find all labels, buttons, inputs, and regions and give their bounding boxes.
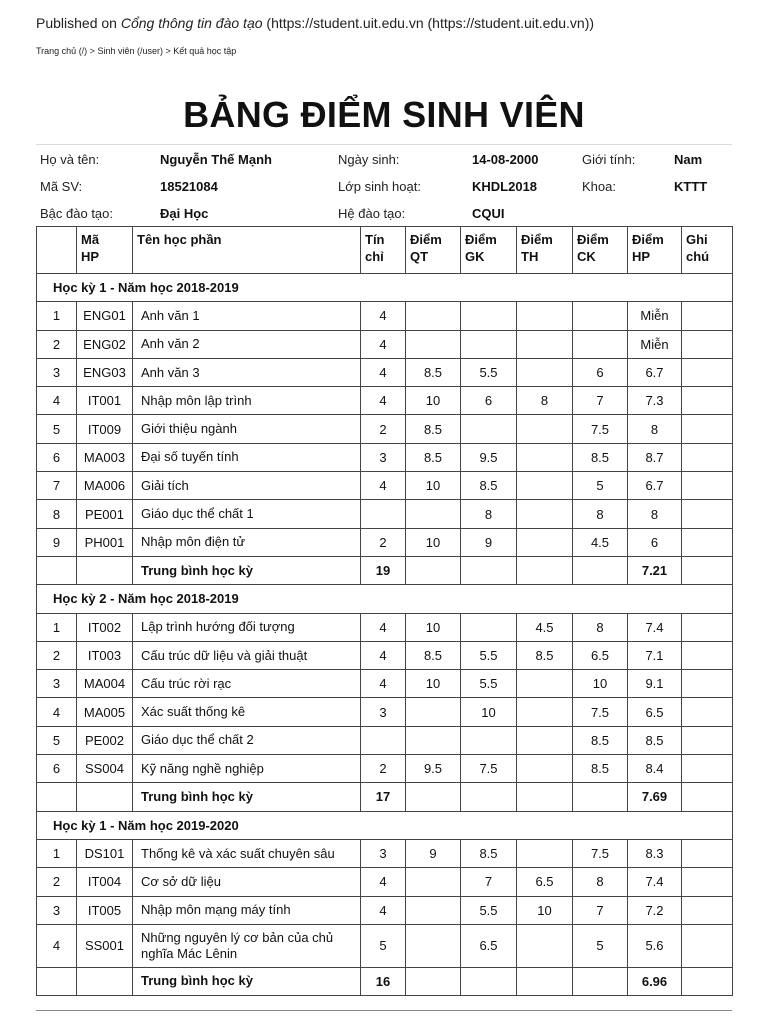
cell-tin-chi: 4 [361,613,406,641]
cell-ghi-chu [682,330,733,358]
cell-diem-hp: Miễn [628,330,682,358]
bottom-divider [36,1010,732,1011]
cell-diem-hp: 7.2 [628,896,682,924]
faculty-label: Khoa: [582,179,616,194]
cell-diem-hp: 8.7 [628,443,682,471]
cell-blank [682,967,733,995]
cell-diem-gk [461,302,517,330]
header-ten-hp: Tên học phần [133,227,361,274]
table-row [37,613,733,641]
cell-diem-ck: 10 [573,670,628,698]
cell-stt: 1 [37,839,77,867]
cell-ghi-chu [682,443,733,471]
cell-tin-chi [361,500,406,528]
cell-ghi-chu [682,726,733,754]
cell-tin-chi [361,726,406,754]
cell-diem-hp: 8 [628,500,682,528]
cell-diem-gk: 7.5 [461,755,517,783]
cell-name: Lập trình hướng đối tượng [133,613,361,641]
cell-diem-ck [573,302,628,330]
cell-diem-gk: 5.5 [461,641,517,669]
cell-diem-hp: 8.5 [628,726,682,754]
cell-diem-qt [406,868,461,896]
cell-diem-th: 6.5 [517,868,573,896]
cell-ghi-chu [682,472,733,500]
site-urls: (https://student.uit.edu.vn (https://student.uit.edu.vn)) [262,15,595,31]
cell-tin-chi: 4 [361,472,406,500]
level-value: Đại Học [160,206,209,221]
cell-ghi-chu [682,641,733,669]
cell-diem-ck: 4.5 [573,528,628,556]
cell-diem-ck: 5 [573,924,628,967]
cell-tin-chi: 4 [361,868,406,896]
cell-tin-chi: 4 [361,641,406,669]
cell-diem-qt: 8.5 [406,641,461,669]
average-credits: 16 [361,967,406,995]
cell-blank [37,967,77,995]
cell-blank [37,556,77,584]
cell-diem-qt [406,726,461,754]
table-header-row [37,227,733,274]
cell-diem-qt: 10 [406,670,461,698]
cell-code: MA005 [77,698,133,726]
cell-code: SS001 [77,924,133,967]
cell-diem-gk: 9 [461,528,517,556]
cell-name: Nhập môn lập trình [133,387,361,415]
cell-ghi-chu [682,358,733,386]
info-row-2 [36,172,732,199]
dob-value: 14-08-2000 [472,152,539,167]
cell-tin-chi: 2 [361,755,406,783]
cell-stt: 7 [37,472,77,500]
cell-name: Xác suất thống kê [133,698,361,726]
cell-name: Anh văn 3 [133,358,361,386]
cell-diem-qt [406,500,461,528]
table-row [37,868,733,896]
table-row [37,839,733,867]
cell-blank [517,556,573,584]
semester-header-row [37,811,733,839]
cell-ghi-chu [682,613,733,641]
cell-blank [573,967,628,995]
cell-name: Anh văn 1 [133,302,361,330]
cell-diem-gk: 6.5 [461,924,517,967]
cell-diem-th [517,358,573,386]
semester-average-row [37,967,733,995]
cell-diem-th [517,726,573,754]
table-row [37,500,733,528]
cell-stt: 4 [37,698,77,726]
header-diem-th: Điểm TH [517,227,573,274]
cell-name: Nhập môn mạng máy tính [133,896,361,924]
page-title: BẢNG ĐIỂM SINH VIÊN [183,94,585,135]
cell-diem-hp: 6.7 [628,358,682,386]
cell-blank [517,967,573,995]
cell-diem-th [517,443,573,471]
cell-stt: 3 [37,670,77,698]
cell-diem-qt: 10 [406,472,461,500]
cell-ghi-chu [682,924,733,967]
cell-ghi-chu [682,387,733,415]
average-credits: 17 [361,783,406,811]
class-label: Lớp sinh hoạt: [338,179,421,194]
cell-diem-th [517,839,573,867]
cell-ghi-chu [682,670,733,698]
cell-diem-ck: 8 [573,868,628,896]
faculty-value: KTTT [674,179,708,194]
cell-blank [573,556,628,584]
cell-blank [77,783,133,811]
cell-diem-gk: 5.5 [461,670,517,698]
cell-code: IT004 [77,868,133,896]
table-row [37,387,733,415]
cell-code: ENG03 [77,358,133,386]
cell-stt: 2 [37,330,77,358]
header-diem-ck: Điểm CK [573,227,628,274]
cell-diem-th [517,698,573,726]
cell-blank [517,783,573,811]
cell-blank [37,783,77,811]
cell-diem-th [517,330,573,358]
cell-diem-hp: 6 [628,528,682,556]
site-name[interactable]: Cổng thông tin đào tạo [120,15,263,31]
semester-title: Học kỳ 1 - Năm học 2019-2020 [37,811,733,839]
average-label: Trung bình học kỳ [133,783,361,811]
cell-name: Giáo dục thể chất 1 [133,500,361,528]
semester-title: Học kỳ 2 - Năm học 2018-2019 [37,585,733,613]
info-row-3 [36,199,732,226]
cell-diem-qt: 9 [406,839,461,867]
cell-diem-ck: 7.5 [573,415,628,443]
cell-diem-hp: 8.4 [628,755,682,783]
cell-name: Những nguyên lý cơ bản của chủ nghĩa Mác Lênin [133,924,361,967]
cell-blank [573,783,628,811]
program-label: Hệ đào tạo: [338,206,406,221]
table-row [37,443,733,471]
cell-diem-gk [461,613,517,641]
cell-blank [682,556,733,584]
cell-stt: 3 [37,896,77,924]
table-row [37,896,733,924]
cell-code: ENG02 [77,330,133,358]
cell-diem-th [517,302,573,330]
cell-ghi-chu [682,415,733,443]
cell-name: Đại số tuyến tính [133,443,361,471]
cell-diem-qt: 10 [406,528,461,556]
table-row [37,670,733,698]
cell-blank [461,967,517,995]
cell-diem-ck [573,330,628,358]
cell-ghi-chu [682,839,733,867]
cell-stt: 2 [37,641,77,669]
cell-diem-ck: 8 [573,500,628,528]
cell-code: PH001 [77,528,133,556]
cell-ghi-chu [682,868,733,896]
cell-diem-hp: 8.3 [628,839,682,867]
semester-average-row [37,556,733,584]
cell-name: Giải tích [133,472,361,500]
header-diem-qt: Điểm QT [406,227,461,274]
cell-blank [461,783,517,811]
cell-diem-th [517,924,573,967]
cell-diem-qt [406,330,461,358]
average-score: 7.69 [628,783,682,811]
table-row [37,641,733,669]
cell-blank [461,556,517,584]
cell-code: MA003 [77,443,133,471]
gender-label: Giới tính: [582,152,636,167]
cell-tin-chi: 3 [361,839,406,867]
cell-diem-hp: Miễn [628,302,682,330]
gender-value: Nam [674,152,703,167]
cell-diem-hp: 9.1 [628,670,682,698]
cell-stt: 1 [37,613,77,641]
cell-tin-chi: 4 [361,387,406,415]
cell-diem-gk: 5.5 [461,358,517,386]
cell-stt: 2 [37,868,77,896]
table-row [37,726,733,754]
table-row [37,358,733,386]
cell-name: Cấu trúc rời rạc [133,670,361,698]
info-row-1 [36,145,732,172]
cell-diem-qt: 8.5 [406,443,461,471]
dob-label: Ngày sinh: [338,152,400,167]
header-diem-hp: Điểm HP [628,227,682,274]
cell-diem-qt [406,302,461,330]
cell-diem-qt: 8.5 [406,415,461,443]
table-row [37,755,733,783]
cell-ghi-chu [682,500,733,528]
cell-diem-th [517,415,573,443]
table-row [37,472,733,500]
cell-diem-qt [406,924,461,967]
cell-diem-hp: 6.7 [628,472,682,500]
cell-tin-chi: 4 [361,358,406,386]
cell-diem-th: 8.5 [517,641,573,669]
cell-diem-gk: 9.5 [461,443,517,471]
cell-blank [406,783,461,811]
id-value: 18521084 [160,179,218,194]
cell-code: PE001 [77,500,133,528]
cell-diem-qt: 8.5 [406,358,461,386]
cell-tin-chi: 4 [361,670,406,698]
cell-diem-ck: 5 [573,472,628,500]
cell-diem-gk: 8 [461,500,517,528]
cell-stt: 4 [37,387,77,415]
cell-diem-ck: 8.5 [573,443,628,471]
cell-diem-hp: 8 [628,415,682,443]
class-value: KHDL2018 [472,179,538,194]
cell-diem-gk: 5.5 [461,896,517,924]
student-info [36,144,732,226]
table-row [37,528,733,556]
table-row [37,330,733,358]
cell-diem-hp: 7.4 [628,613,682,641]
level-label: Bậc đào tạo: [40,206,113,221]
cell-diem-qt: 10 [406,613,461,641]
table-row [37,698,733,726]
cell-diem-th: 4.5 [517,613,573,641]
cell-diem-ck: 8.5 [573,755,628,783]
cell-diem-gk: 8.5 [461,839,517,867]
id-label: Mã SV: [40,179,83,194]
semester-header-row [37,274,733,302]
cell-code: DS101 [77,839,133,867]
breadcrumb[interactable]: Trang chủ (/) > Sinh viên (/user) > Kết quả học tập [36,46,237,56]
cell-diem-ck: 7.5 [573,839,628,867]
cell-diem-ck: 7 [573,896,628,924]
cell-diem-th [517,755,573,783]
cell-diem-th [517,500,573,528]
name-value: Nguyễn Thế Mạnh [160,152,272,167]
table-row [37,302,733,330]
cell-tin-chi: 4 [361,896,406,924]
published-line [36,15,594,31]
cell-diem-th: 10 [517,896,573,924]
cell-tin-chi: 2 [361,528,406,556]
cell-name: Kỹ năng nghề nghiệp [133,755,361,783]
cell-diem-ck: 7 [573,387,628,415]
cell-blank [406,967,461,995]
semester-header-row [37,585,733,613]
semester-average-row [37,783,733,811]
cell-diem-qt [406,698,461,726]
cell-diem-gk [461,726,517,754]
name-label: Họ và tên: [40,152,100,167]
cell-code: MA006 [77,472,133,500]
cell-diem-hp: 5.6 [628,924,682,967]
header-ma-hp: Mã HP [77,227,133,274]
cell-ghi-chu [682,698,733,726]
cell-tin-chi: 3 [361,698,406,726]
header-diem-gk: Điểm GK [461,227,517,274]
cell-name: Giáo dục thể chất 2 [133,726,361,754]
cell-stt: 6 [37,443,77,471]
cell-stt: 1 [37,302,77,330]
cell-ghi-chu [682,302,733,330]
cell-code: IT003 [77,641,133,669]
cell-blank [77,967,133,995]
cell-diem-th [517,670,573,698]
cell-blank [682,783,733,811]
cell-code: IT009 [77,415,133,443]
cell-diem-ck: 6.5 [573,641,628,669]
cell-diem-gk [461,330,517,358]
grades-table [36,226,733,996]
cell-blank [77,556,133,584]
cell-code: IT001 [77,387,133,415]
cell-diem-gk: 10 [461,698,517,726]
cell-name: Nhập môn điện tử [133,528,361,556]
cell-diem-hp: 7.4 [628,868,682,896]
average-credits: 19 [361,556,406,584]
average-label: Trung bình học kỳ [133,967,361,995]
cell-tin-chi: 3 [361,443,406,471]
cell-diem-ck: 6 [573,358,628,386]
cell-diem-gk: 6 [461,387,517,415]
cell-tin-chi: 4 [361,330,406,358]
header-tin-chi: Tín chỉ [361,227,406,274]
cell-ghi-chu [682,896,733,924]
cell-name: Giới thiệu ngành [133,415,361,443]
cell-diem-hp: 6.5 [628,698,682,726]
table-row [37,924,733,967]
cell-diem-gk: 7 [461,868,517,896]
table-row [37,415,733,443]
cell-ghi-chu [682,755,733,783]
cell-diem-ck: 7.5 [573,698,628,726]
cell-stt: 5 [37,415,77,443]
cell-code: SS004 [77,755,133,783]
cell-code: IT002 [77,613,133,641]
cell-diem-qt [406,896,461,924]
average-score: 7.21 [628,556,682,584]
cell-name: Thống kê và xác suất chuyên sâu [133,839,361,867]
cell-stt: 5 [37,726,77,754]
cell-stt: 4 [37,924,77,967]
cell-diem-gk: 8.5 [461,472,517,500]
cell-diem-th [517,472,573,500]
semester-title: Học kỳ 1 - Năm học 2018-2019 [37,274,733,302]
cell-name: Cơ sở dữ liệu [133,868,361,896]
cell-blank [406,556,461,584]
cell-diem-gk [461,415,517,443]
header-ghi-chu: Ghi chú [682,227,733,274]
cell-diem-ck: 8.5 [573,726,628,754]
cell-code: MA004 [77,670,133,698]
average-score: 6.96 [628,967,682,995]
cell-diem-th: 8 [517,387,573,415]
cell-stt: 6 [37,755,77,783]
cell-stt: 3 [37,358,77,386]
cell-name: Cấu trúc dữ liệu và giải thuật [133,641,361,669]
cell-diem-qt: 10 [406,387,461,415]
cell-tin-chi: 5 [361,924,406,967]
cell-diem-th [517,528,573,556]
cell-ghi-chu [682,528,733,556]
published-prefix: Published on [36,15,121,31]
cell-stt: 9 [37,528,77,556]
cell-code: IT005 [77,896,133,924]
cell-code: PE002 [77,726,133,754]
cell-diem-ck: 8 [573,613,628,641]
cell-code: ENG01 [77,302,133,330]
average-label: Trung bình học kỳ [133,556,361,584]
header-stt [37,227,77,274]
cell-diem-hp: 7.1 [628,641,682,669]
grades-body [37,274,733,996]
cell-tin-chi: 2 [361,415,406,443]
cell-stt: 8 [37,500,77,528]
cell-tin-chi: 4 [361,302,406,330]
cell-diem-hp: 7.3 [628,387,682,415]
cell-diem-qt: 9.5 [406,755,461,783]
cell-name: Anh văn 2 [133,330,361,358]
program-value: CQUI [472,206,505,221]
